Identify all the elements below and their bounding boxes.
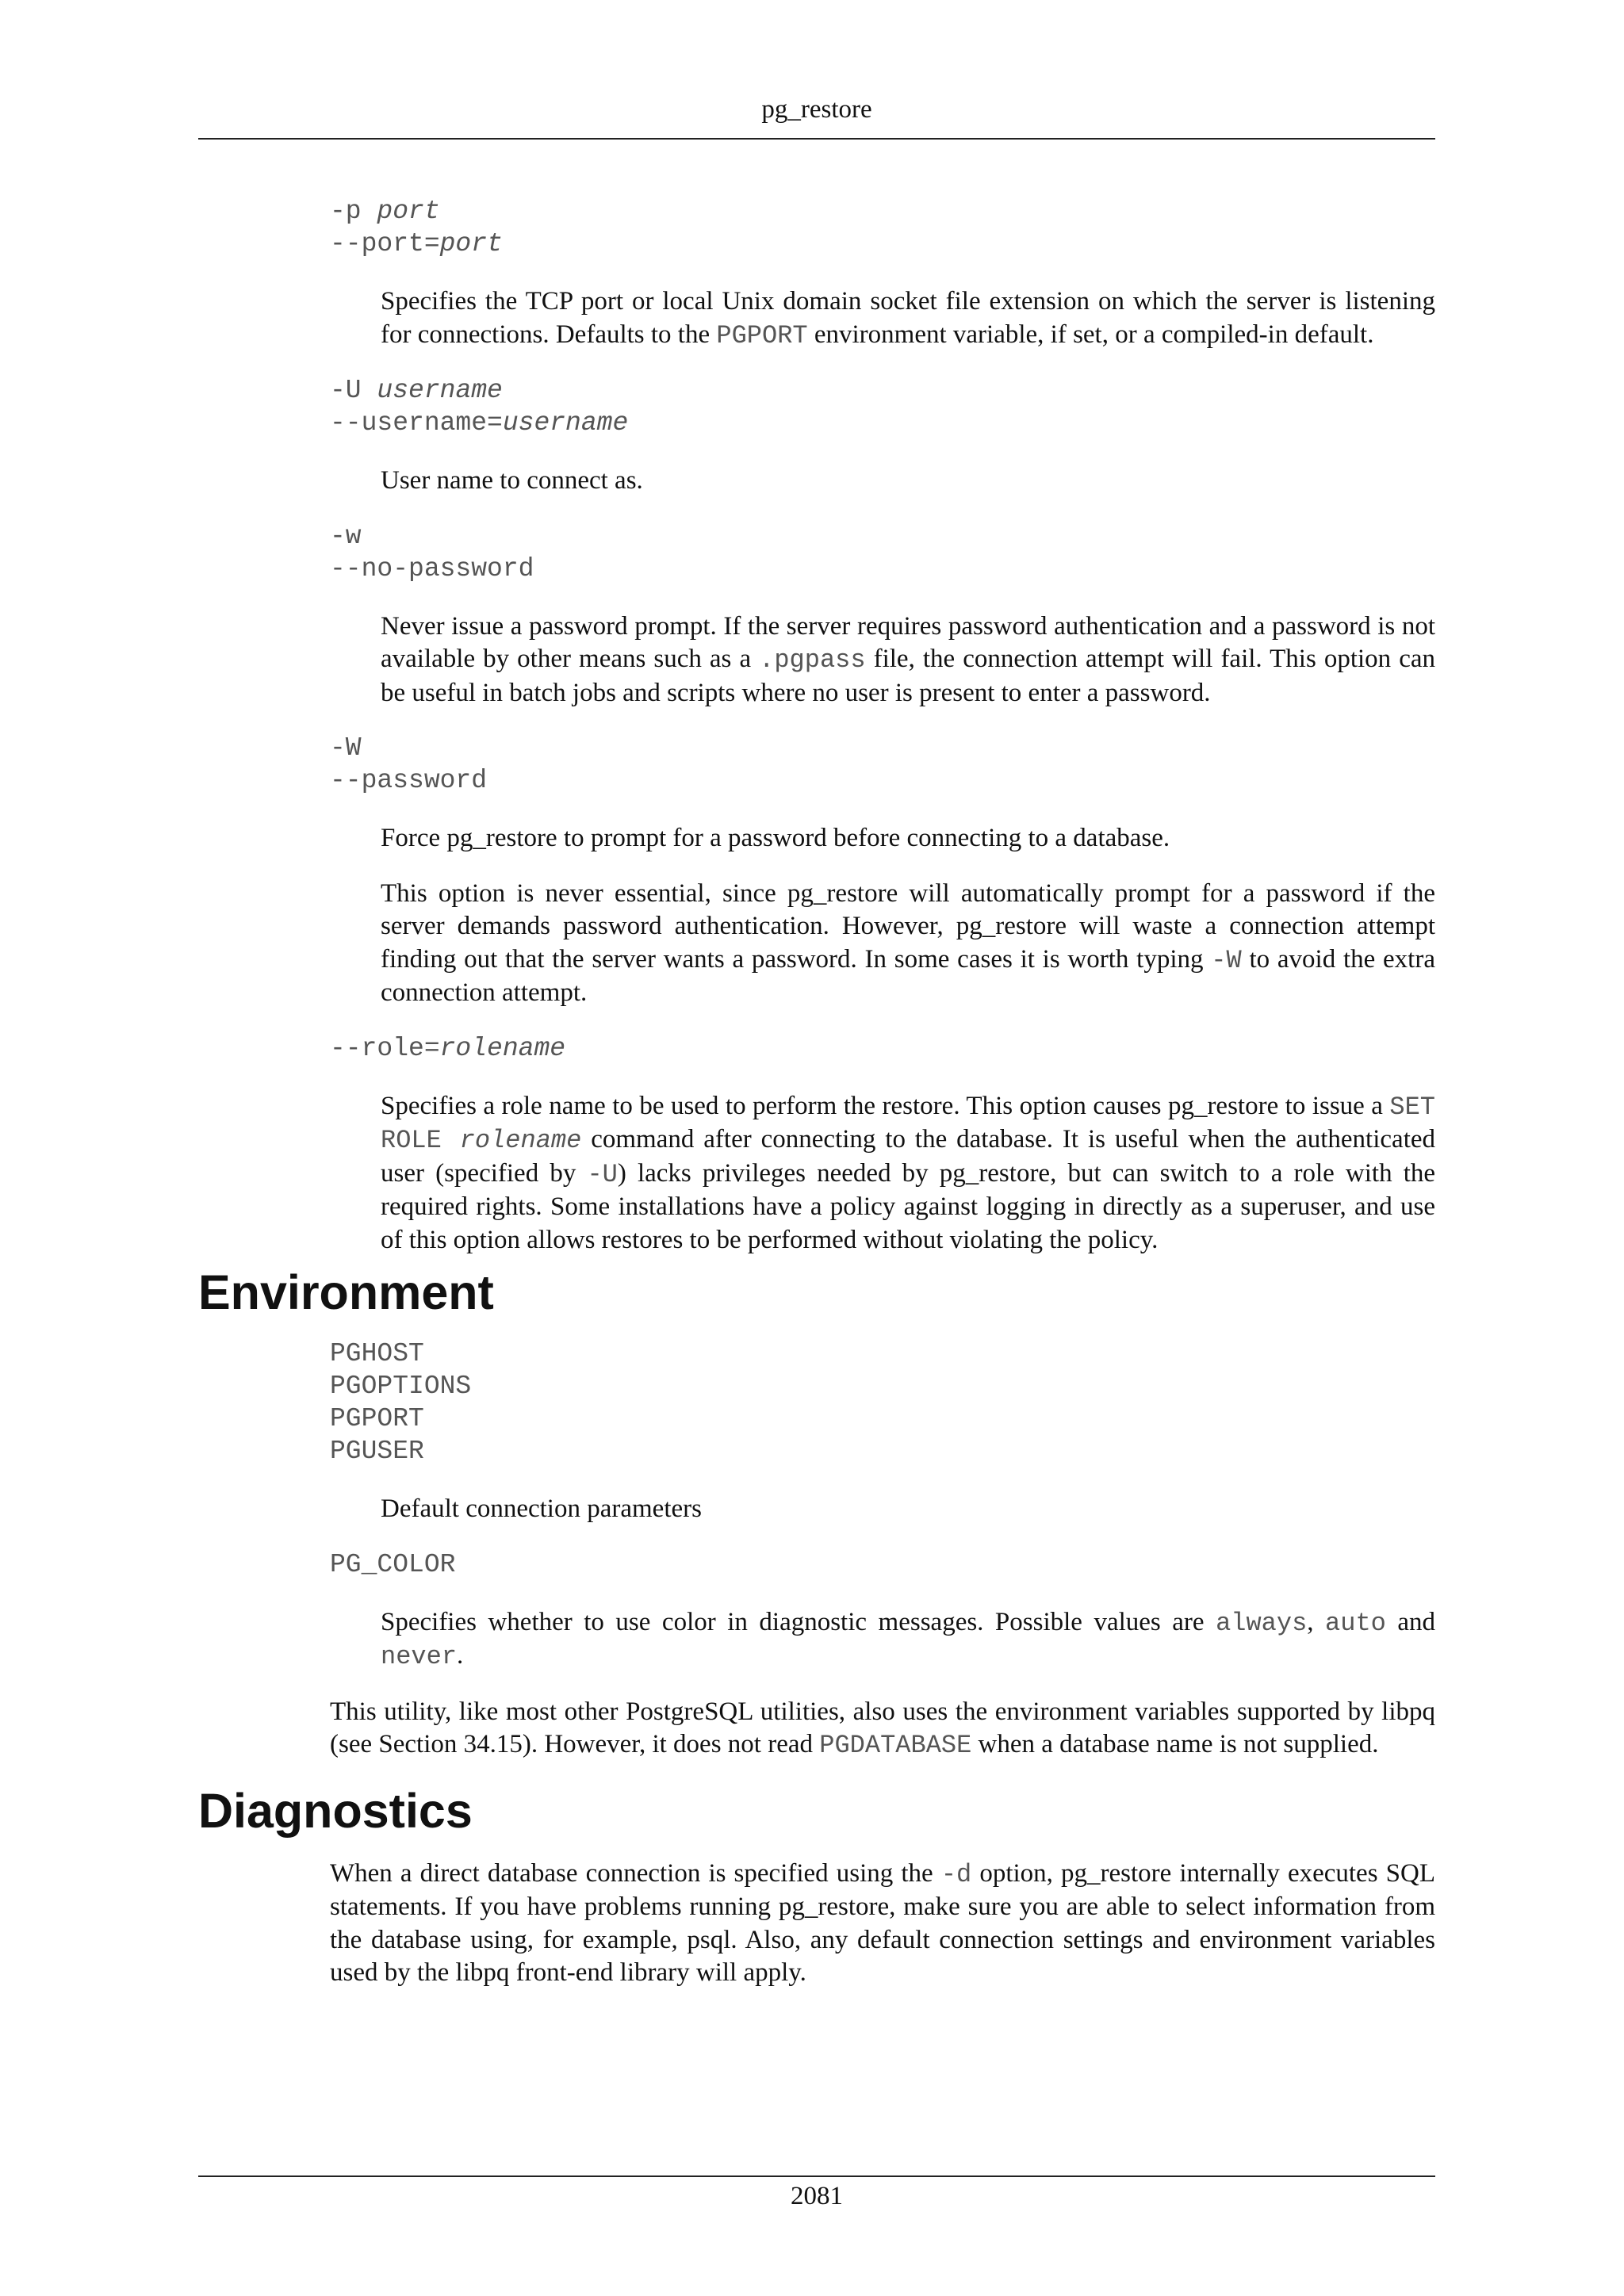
- page-content: [198, 195, 1435, 1990]
- option-term: --username=username: [330, 408, 629, 438]
- env-var: PGUSER: [330, 1437, 424, 1466]
- option-description: Specifies the TCP port or local Unix domain socket file extension on which the server is listening for connections. Defaults to the PGPORT environment variable, if set, or a compiled-in default.: [381, 287, 1435, 350]
- env-vars-description: Default connection parameters: [381, 1494, 702, 1523]
- option-description: Force pg_restore to prompt for a password before connecting to a database. This option is never essential, since pg_restore will automatically prompt for a password if the server demands password authentication. However, pg_restore will waste a connection attempt finding out that the server wants a password. In some cases it is worth typing -W to avoid the extra connection attempt.: [381, 824, 1435, 1007]
- running-header: pg_restore: [761, 95, 872, 124]
- env-var: PGHOST: [330, 1339, 424, 1368]
- env-var: PGOPTIONS: [330, 1372, 472, 1401]
- option-term: -w: [330, 521, 362, 551]
- option-term: --role=rolename: [330, 1033, 566, 1063]
- option-term: -U username: [330, 376, 503, 405]
- option-username: [330, 374, 1435, 498]
- header-rule: [198, 138, 1435, 140]
- page-number: 2081: [791, 2182, 843, 2210]
- env-color-description: Specifies whether to use color in diagnostic messages. Possible values are always, auto and never.: [381, 1607, 1436, 1671]
- section-heading-environment: Environment: [198, 1265, 494, 1319]
- option-role: [330, 1032, 1435, 1257]
- option-term: --no-password: [330, 553, 534, 584]
- option-term: --port=port: [330, 229, 503, 258]
- environment-note: This utility, like most other PostgreSQL utilities, also uses the environment variables supported by libpq (see Section 34.15). However, it does not read PGDATABASE when a database name is not supplied.: [330, 1697, 1435, 1760]
- option-term: -W: [330, 733, 362, 763]
- env-var: PGPORT: [330, 1404, 424, 1433]
- env-vars-entry: [330, 1337, 1435, 1526]
- option-port: [330, 195, 1435, 352]
- option-description: Specifies a role name to be used to perform the restore. This option causes pg_restore to issue a SET ROLE rolename command after connecting to the database. It is useful when the authenticated user (specified by -U) lacks privileges needed by pg_restore, but can switch to a role with the required rights. Some installations have a policy against logging in directly as a superuser, and use of this option allows restores to be performed without violating the policy.: [381, 1091, 1436, 1254]
- option-description: Never issue a password prompt. If the server requires password authentication and a password is not available by other means such as a .pgpass file, the connection attempt will fail. This option can be useful in batch jobs and scripts where no user is present to enter a password.: [381, 611, 1435, 707]
- env-color-entry: [330, 1548, 1435, 1674]
- section-heading-diagnostics: Diagnostics: [198, 1783, 473, 1838]
- option-term: -p port: [330, 197, 440, 226]
- footer-rule: [198, 2175, 1435, 2177]
- option-password: [330, 732, 1435, 1010]
- option-term: --password: [330, 766, 488, 795]
- option-description: User name to connect as.: [381, 466, 643, 495]
- env-var: PG_COLOR: [330, 1549, 456, 1579]
- option-no-password: [330, 520, 1435, 710]
- diagnostics-text: When a direct database connection is specified using the -d option, pg_restore internally executes SQL statements. If you have problems running pg_restore, make sure you are able to select information from the database using, for example, psql. Also, any default connection settings and environment variables used by the libpq front-end library will apply.: [330, 1858, 1435, 1987]
